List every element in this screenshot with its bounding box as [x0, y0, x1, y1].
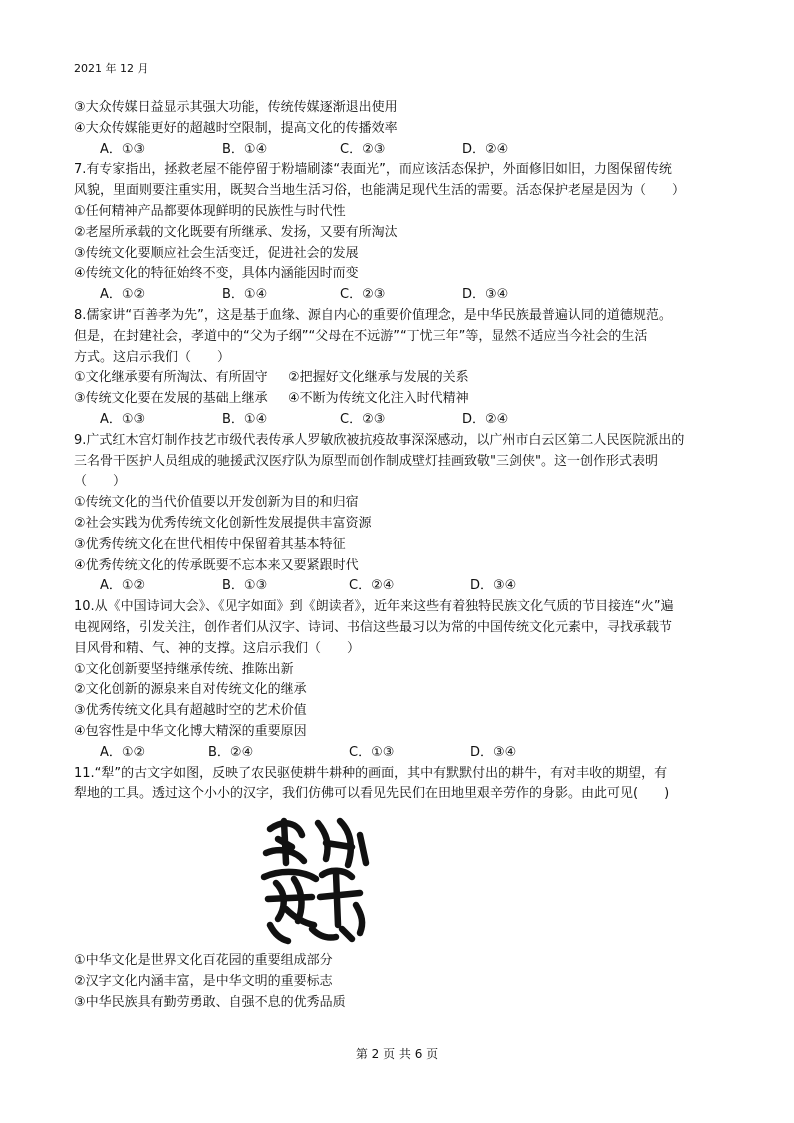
q6-options [74, 140, 722, 161]
q8-options [74, 410, 722, 431]
q9-item-3: ③优秀传统文化在世代相传中保留着其基本特征 [74, 536, 346, 552]
q11-item-3: ③中华民族具有勤劳勇敢、自强不息的优秀品质 [74, 994, 346, 1010]
q8-option-b: B．①④ [222, 411, 268, 427]
question-content [74, 98, 722, 1013]
question-9 [74, 431, 722, 597]
q8-item-4: ④不断为传统文化注入时代精神 [288, 391, 469, 407]
q11-stem-line: 犁地的工具。透过这个小小的汉字，我们仿佛可以看见先民们在田地里艰辛劳作的身影。由此可见( ) [74, 786, 670, 802]
q8-item-row [74, 389, 722, 410]
q9-option-c: C．②④ [349, 578, 395, 594]
q8-stem-line: 但是，在封建社会，孝道中的“父为子纲”“父母在不远游”“丁忧三年”等，显然不适应当今社会的生活 [74, 328, 648, 344]
q8-option-d: D．②④ [462, 411, 509, 427]
q7-option-b: B．①④ [222, 287, 268, 303]
page-number-footer: 第 2 页 共 6 页 [355, 1047, 439, 1061]
q7-stem-line: 7.有专家指出，拯救老屋不能停留于粉墙刷漆“表面光”，而应该活态保护，外面修旧如旧，力图保留传统 [74, 162, 672, 178]
q7-option-c: C．②③ [340, 287, 386, 303]
q6-item-4: ④大众传媒能更好的超越时空限制，提高文化的传播效率 [74, 120, 398, 136]
q7-item-1: ①任何精神产品都要体现鲜明的民族性与时代性 [74, 203, 346, 219]
q9-stem-line: 9.广式红木宫灯制作技艺市级代表传承人罗敏欣被抗疫故事深深感动，以广州市白云区第二人民医院派出的 [74, 432, 685, 448]
question-6 [74, 98, 722, 160]
q8-stem-line: 方式。这启示我们（ ） [74, 349, 231, 365]
q9-item-2: ②社会实践为优秀传统文化创新性发展提供丰富资源 [74, 515, 372, 531]
q6-item-3: ③大众传媒日益显示其强大功能，传统传媒逐渐退出使用 [74, 100, 398, 115]
q10-stem-line: 电视网络，引发关注，创作者们从汉字、诗词、书信这些最习以为常的中国传统文化元素中，寻找承载节 [74, 619, 673, 635]
q8-item-row [74, 368, 722, 389]
q8-option-c: C．②③ [340, 411, 386, 427]
q8-item-3: ③传统文化要在发展的基础上继承 [74, 391, 268, 407]
q9-stem-line: 三名骨干医护人员组成的驰援武汉医疗队为原型而创作制成壁灯挂画致敬"三剑侠"。这一创作形式表明 [74, 453, 658, 469]
q6-option-c: C．②③ [340, 141, 386, 157]
q8-stem-line: 8.儒家讲“百善孝为先”，这是基于血缘、源自内心的重要价值理念，是中华民族最普遍认同的道德规范。 [74, 307, 672, 323]
q11-stem-line: 11.“犁”的古文字如图，反映了农民驱使耕牛耕种的画面，其中有默默付出的耕牛，有对丰收的期望，有 [74, 765, 668, 781]
q7-options [74, 285, 722, 306]
q11-item-1: ①中华文化是世界文化百花园的重要组成部分 [74, 953, 333, 969]
q7-item-2: ②老屋所承载的文化既要有所继承、发扬，又要有所淘汰 [74, 224, 398, 240]
q9-stem-line: （ ） [74, 474, 127, 490]
q10-stem-line: 10.从《中国诗词大会》、《见字如面》到《朗读者》，近年来这些有着独特民族文化气质的节目接连“火”遍 [74, 599, 674, 615]
q7-item-3: ③传统文化要顺应社会生活变迁，促进社会的发展 [74, 245, 359, 261]
document-date: 2021 年 12 月 [74, 62, 149, 75]
q10-options [74, 743, 722, 764]
question-7 [74, 160, 722, 306]
q10-item-1: ①文化创新要坚持继承传统、推陈出新 [74, 661, 294, 677]
q7-option-d: D．③④ [462, 287, 509, 303]
q6-option-d: D．②④ [462, 141, 509, 157]
ancient-li-character-glyph [256, 813, 376, 945]
q6-option-a: A．①③ [100, 141, 146, 157]
q9-item-4: ④优秀传统文化的传承既要不忘本来又要紧跟时代 [74, 557, 359, 573]
q9-option-d: D．③④ [470, 578, 517, 594]
question-8 [74, 306, 722, 431]
q9-option-a: A．①② [100, 578, 146, 594]
q8-option-a: A．①③ [100, 411, 146, 427]
q11-item-2: ②汉字文化内涵丰富，是中华文明的重要标志 [74, 973, 333, 989]
q10-stem-line: 目风骨和精、气、神的支撑。这启示我们（ ） [74, 640, 361, 656]
ancient-li-character-figure [256, 813, 376, 945]
q10-option-b: B．②④ [208, 744, 254, 760]
question-10 [74, 597, 722, 763]
q8-item-2: ②把握好文化继承与发展的关系 [288, 370, 469, 386]
q10-option-d: D．③④ [470, 744, 517, 760]
q10-item-2: ②文化创新的源泉来自对传统文化的继承 [74, 682, 307, 698]
q10-item-3: ③优秀传统文化具有超越时空的艺术价值 [74, 703, 307, 719]
q9-options [74, 576, 722, 597]
q6-option-b: B．①④ [222, 141, 268, 157]
q7-stem-line: 风貌，里面则要注重实用，既契合当地生活习俗，也能满足现代生活的需要。活态保护老屋是因为（ ） [74, 183, 686, 199]
question-11 [74, 764, 722, 1014]
q7-item-4: ④传统文化的特征始终不变，具体内涵能因时而变 [74, 266, 359, 282]
q10-option-c: C．①③ [349, 744, 395, 760]
q9-option-b: B．①③ [222, 578, 268, 594]
q10-item-4: ④包容性是中华文化博大精深的重要原因 [74, 723, 307, 739]
q7-option-a: A．①② [100, 287, 146, 303]
q10-option-a: A．①② [100, 744, 146, 760]
q9-item-1: ①传统文化的当代价值要以开发创新为目的和归宿 [74, 495, 359, 511]
q8-item-1: ①文化继承要有所淘汰、有所固守 [74, 370, 268, 386]
